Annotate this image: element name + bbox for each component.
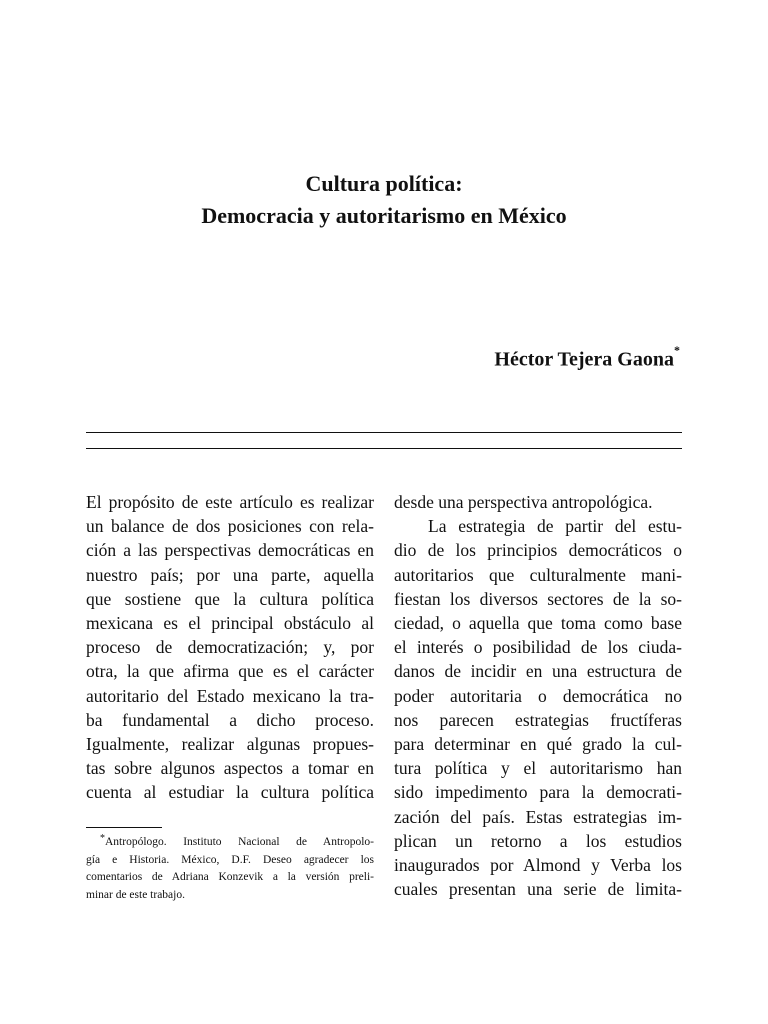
header-rule-top xyxy=(86,432,682,433)
header-rule-bottom xyxy=(86,448,682,449)
body-line: cuenta al estudiar la cultura política xyxy=(86,782,374,803)
article-title xyxy=(0,168,768,232)
footnote-line: comentarios de Adriana Konzevik a la versión preli- xyxy=(86,871,374,883)
left-column xyxy=(86,490,374,805)
footnote xyxy=(86,834,374,904)
body-line: autoritarios que culturalmente mani- xyxy=(394,564,682,585)
body-line: poder autoritaria o democrática no xyxy=(394,685,682,706)
body-line: tas sobre algunos aspectos a tomar en xyxy=(86,758,374,779)
body-line: nuestro país; por una parte, aquella xyxy=(86,564,374,585)
author-byline xyxy=(494,342,680,372)
body-line: el interés o posibilidad de los ciuda- xyxy=(394,637,682,658)
body-line: nos parecen estrategias fructíferas xyxy=(394,709,682,730)
body-line: otra, la que afirma que es el carácter xyxy=(86,661,374,682)
body-line: que sostiene que la cultura política xyxy=(86,588,374,609)
body-line: danos de incidir en una estructura de xyxy=(394,661,682,682)
body-line: Igualmente, realizar algunas propues- xyxy=(86,734,374,755)
body-line: plican un retorno a los estudios xyxy=(394,830,682,851)
author-footnote-mark: * xyxy=(674,343,680,357)
body-line: proceso de democratización; y, por xyxy=(86,637,374,658)
body-line: ba fundamental a dicho proceso. xyxy=(86,709,374,730)
body-line: zación del país. Estas estrategias im- xyxy=(394,806,682,827)
footnote-line: minar de este trabajo. xyxy=(86,888,185,901)
footnote-line xyxy=(86,834,374,852)
body-line: sido impedimento para la democrati- xyxy=(394,782,682,803)
body-line: ciedad, o aquella que toma como base xyxy=(394,613,682,634)
body-line: dio de los principios democráticos o xyxy=(394,540,682,561)
title-line-2: Democracia y autoritarismo en México xyxy=(201,203,567,228)
body-line: mexicana es el principal obstáculo al xyxy=(86,613,374,634)
footnote-rule xyxy=(86,827,162,828)
author-name: Héctor Tejera Gaona xyxy=(494,348,674,371)
body-line: autoritario del Estado mexicano la tra- xyxy=(86,685,374,706)
body-line: desde una perspectiva antropológica. xyxy=(394,492,653,512)
right-column xyxy=(394,490,682,901)
body-line: un balance de dos posiciones con rela- xyxy=(86,516,374,537)
body-line: inaugurados por Almond y Verba los xyxy=(394,855,682,876)
footnote-line-text: Antropólogo. Instituto Nacional de Antropolo- xyxy=(105,836,374,848)
body-line: La estrategia de partir del estu- xyxy=(428,516,682,537)
body-line: para determinar en qué grado la cul- xyxy=(394,734,682,755)
body-line: ción a las perspectivas democráticas en xyxy=(86,540,374,561)
footnote-line: gía e Historia. México, D.F. Deseo agradecer los xyxy=(86,853,374,866)
body-line: cuales presentan una serie de limita- xyxy=(394,879,682,900)
body-line: El propósito de este artículo es realizar xyxy=(86,492,374,512)
body-line: fiestan los diversos sectores de la so- xyxy=(394,588,682,609)
title-line-1: Cultura política: xyxy=(305,171,463,196)
footnote-mark: * xyxy=(100,833,105,844)
body-line: tura política y el autoritarismo han xyxy=(394,758,682,779)
